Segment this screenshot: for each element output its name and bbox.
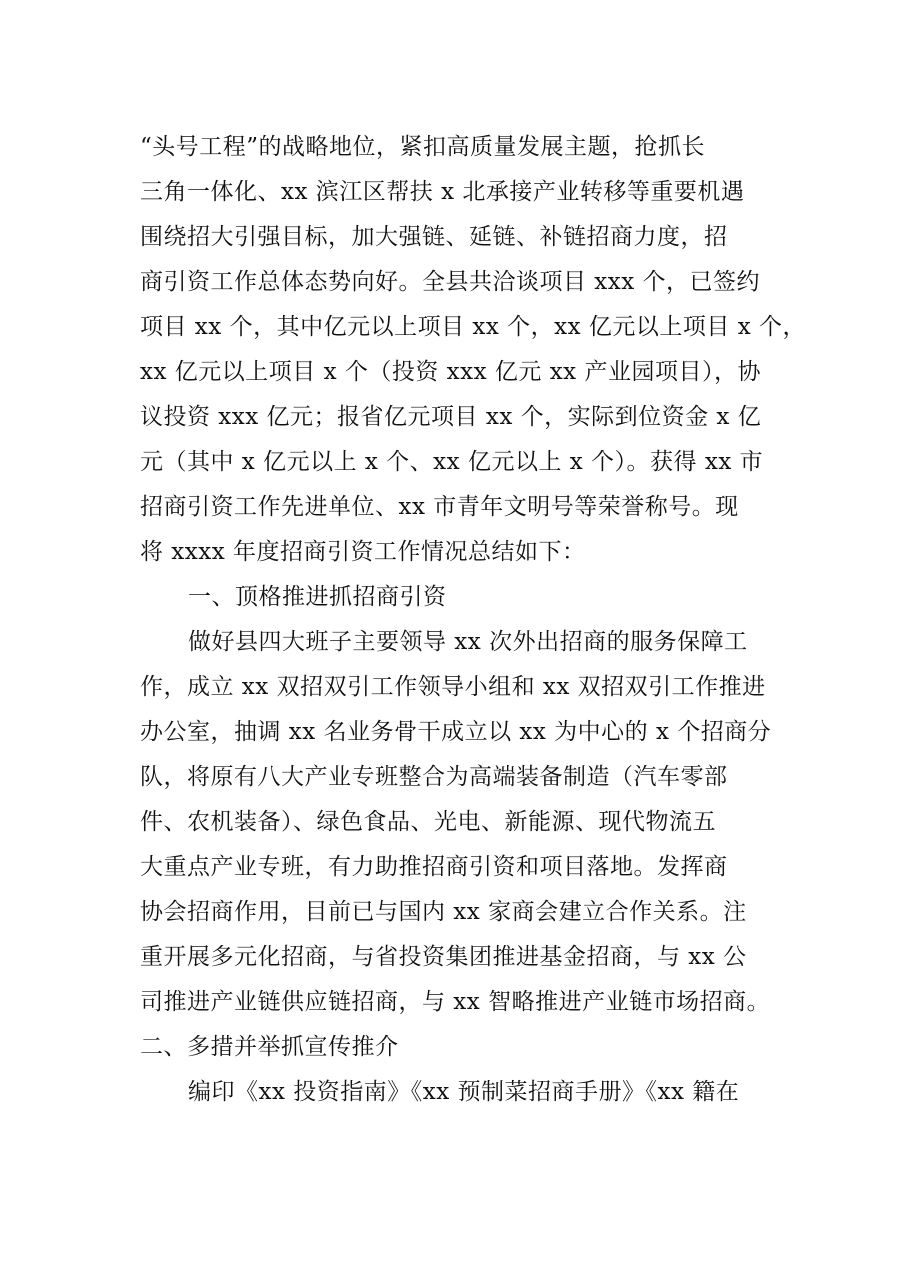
body-text-line: 招商引资工作先进单位、xx 市青年文明号等荣誉称号。现 [140, 494, 739, 520]
body-text-line: 队，将原有八大产业专班整合为高端装备制造（汽车零部 [140, 764, 728, 790]
body-text-line: 元（其中 x 亿元以上 x 个、xx 亿元以上 x 个）。获得 xx 市 [140, 449, 764, 475]
section-heading-2: 二、多措并举抓宣传推介 [140, 1034, 399, 1060]
section-heading-1: 一、顶格推进抓招商引资 [188, 584, 447, 610]
body-text-line: 商引资工作总体态势向好。全县共洽谈项目 xxx 个，已签约 [140, 269, 761, 295]
body-text-line: 项目 xx 个，其中亿元以上项目 xx 个，xx 亿元以上项目 x 个， [140, 314, 806, 340]
body-text-line: xx 亿元以上项目 x 个（投资 xxx 亿元 xx 产业园项目），协 [140, 359, 761, 385]
body-text-line: 办公室，抽调 xx 名业务骨干成立以 xx 为中心的 x 个招商分 [140, 719, 772, 745]
body-text-line: 将 xxxx 年度招商引资工作情况总结如下： [140, 539, 586, 565]
body-text-line: 重开展多元化招商，与省投资集团推进基金招商，与 xx 公 [140, 944, 747, 970]
body-text-line: 件、农机装备）、绿色食品、光电、新能源、现代物流五 [140, 809, 716, 835]
body-text-line: 围绕招大引强目标，加大强链、延链、补链招商力度，招 [140, 224, 728, 250]
body-text-line: 做好县四大班子主要领导 xx 次外出招商的服务保障工 [188, 629, 748, 655]
body-text-line: 作，成立 xx 双招双引工作领导小组和 xx 双招双引工作推进 [140, 674, 766, 700]
body-text-line: “头号工程”的战略地位，紧扣高质量发展主题，抢抓长 [140, 134, 706, 160]
body-text-line: 议投资 xxx 亿元；报省亿元项目 xx 个，实际到位资金 x 亿 [140, 404, 762, 430]
body-text-line: 大重点产业专班，有力助推招商引资和项目落地。发挥商 [140, 854, 728, 880]
body-text-line: 编印《xx 投资指南》《xx 预制菜招商手册》《xx 籍在 [188, 1079, 740, 1105]
body-text-line: 三角一体化、xx 滨江区帮扶 x 北承接产业转移等重要机遇 [140, 179, 745, 205]
body-text-line: 司推进产业链供应链招商，与 xx 智略推进产业链市场招商。 [140, 989, 771, 1015]
body-text-line: 协会招商作用，目前已与国内 xx 家商会建立合作关系。注 [140, 899, 747, 925]
